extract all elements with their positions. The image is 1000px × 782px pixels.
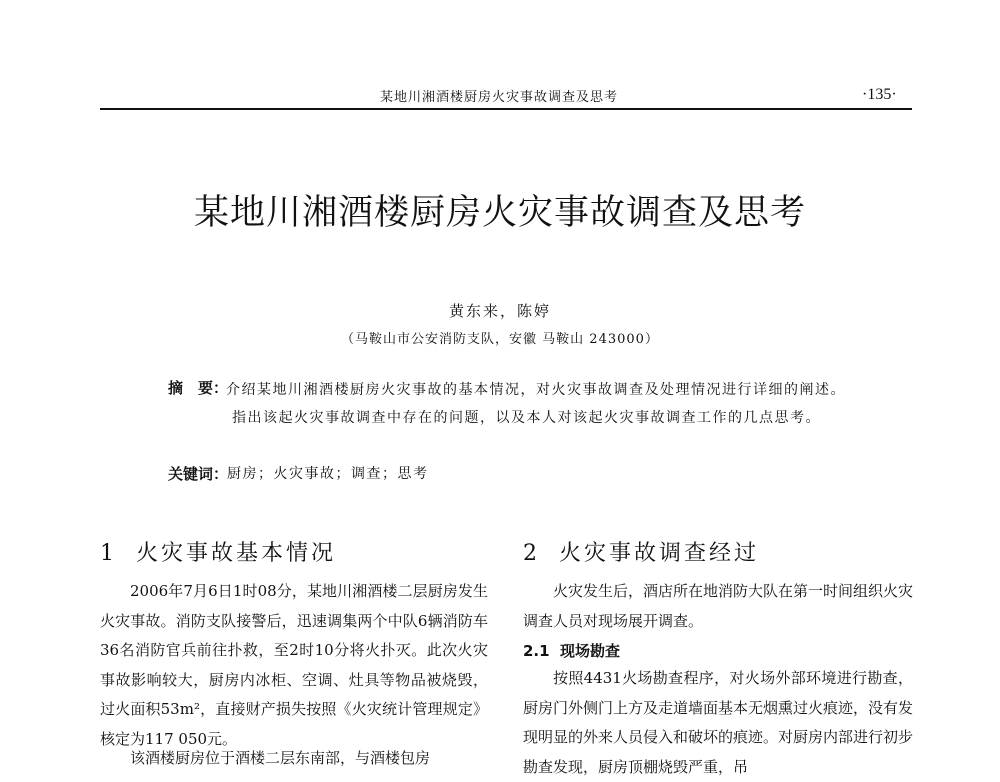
running-title: 某地川湘酒楼厨房火灾事故调查及思考 <box>380 90 619 105</box>
subsection-2-1-heading <box>523 640 913 661</box>
keywords-text: 厨房；火灾事故；调查；思考 <box>227 466 429 482</box>
abstract-text: 介绍某地川湘酒楼厨房火灾事故的基本情况，对火灾事故调查及处理情况进行详细的阐述。指出该起火灾事故调查中存在的问题，以及本人对该起火灾事故调查工作的几点思考。 <box>226 382 846 426</box>
section-2-paragraph-1: 火灾发生后，酒店所在地消防大队在第一时间组织火灾调查人员对现场展开调查。 <box>523 582 914 630</box>
section-2-paragraph-2: 按照4431火场勘查程序，对火场外部环境进行勘查，厨房门外侧门上方及走道墙面基本无烟熏过火痕迹，没有发现明显的外来人员侵入和破坏的痕迹。对厨房内部进行初步勘查发现，厨房顶棚烧毁严重，吊 <box>523 669 914 776</box>
section-1-heading <box>100 536 488 567</box>
authors: 黄东来，陈婷 <box>448 302 551 320</box>
subsection-2-1-title: 现场勘查 <box>560 642 621 660</box>
subsection-2-1-number: 2.1 <box>523 642 550 660</box>
header-rule <box>100 108 912 110</box>
page-number: ·135· <box>862 86 897 103</box>
section-2-number: 2 <box>523 541 540 566</box>
paper-title: 某地川湘酒楼厨房火灾事故调查及思考 <box>193 193 806 233</box>
section-1-paragraph-1: 2006年7月6日1时08分，某地川湘酒楼二层厨房发生火灾事故。消防支队接警后，迅速调集两个中队6辆消防车36名消防官兵前往扑救，至2时10分将火扑灭。此次火灾事故影响较大，厨房内冰柜、空调、灶具等物品被烧毁，过火面积53m²，直接财产损失按照《火灾统计管理规定》核定为117 050元。 <box>100 582 488 748</box>
section-2-heading <box>523 536 913 567</box>
affiliation: （马鞍山市公安消防支队，安徽 马鞍山 243000） <box>341 332 659 347</box>
section-1-paragraph-2: 该酒楼厨房位于酒楼二层东南部，与酒楼包房 <box>130 749 431 767</box>
section-2-title: 火灾事故调查经过 <box>559 541 760 566</box>
section-1-number: 1 <box>100 541 117 566</box>
section-1-title: 火灾事故基本情况 <box>136 541 337 566</box>
keywords-label: 关键词： <box>168 465 229 483</box>
abstract-label: 摘 要： <box>168 379 229 397</box>
